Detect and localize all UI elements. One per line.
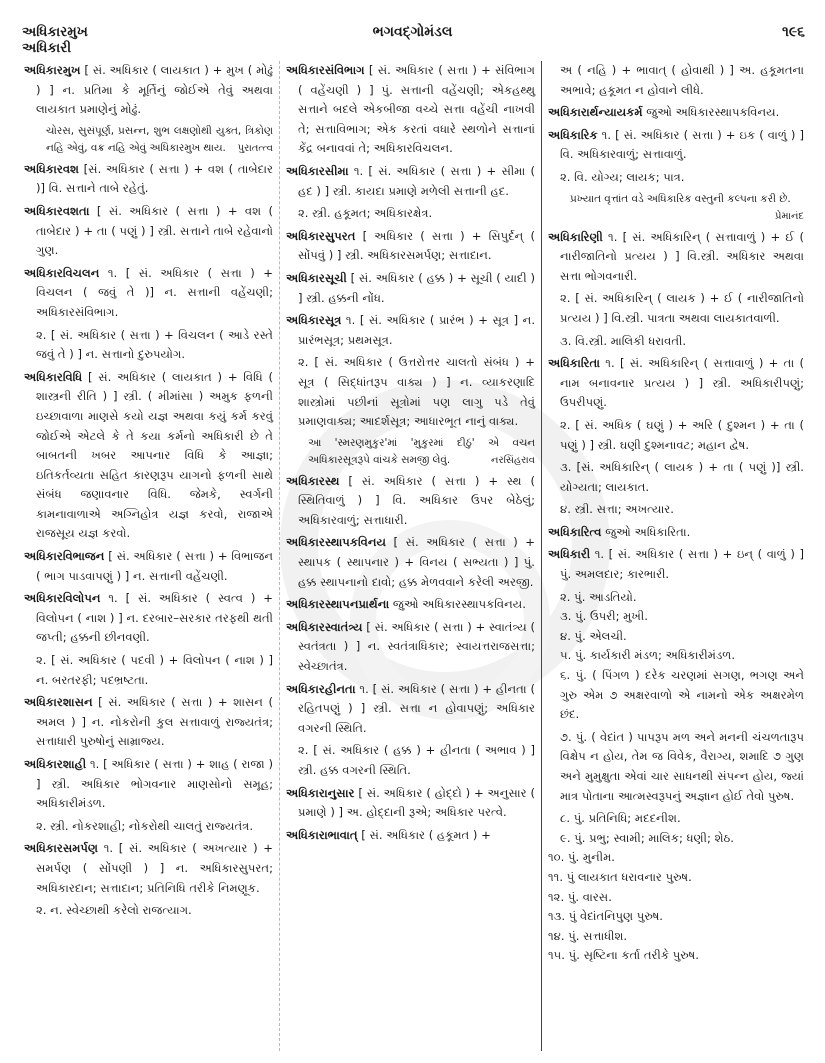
column-3 <box>542 61 810 1051</box>
dictionary-entry <box>548 354 804 413</box>
citation-quote <box>24 123 273 157</box>
dictionary-entry <box>24 839 273 898</box>
dictionary-entry <box>286 618 535 677</box>
dictionary-entry <box>24 693 273 752</box>
sense-definition: ૨. [ સં. અધિક ( ઘણું ) + અરિ ( દુશ્મન ) + તા ( પણું ) ] સ્ત્રી. ઘણી દુશ્મનાવટ; મહાન દ્વેષ. <box>560 417 804 452</box>
definition: ૧. [ સં. અધિકારિન્ ( સત્તાવાળું ) + તા ( નામ બનાવનાર પ્રત્યય ) ] સ્ત્રી. અધિકારીપણું; ઉપરીપણું. <box>560 356 804 410</box>
dictionary-entry <box>286 227 535 266</box>
dictionary-entry <box>286 680 535 739</box>
page-number: ૧૯૬ <box>782 24 805 40</box>
definition: ૧. [ સં. અધિકાર ( અખત્યાર ) + સમર્પણ ( સોંપણી ) ] ન. અધિકારસુપરત; અધિકારદાન; સત્તાદાન; પ્રતિનિધિ તરીકે નિમણૂક. <box>36 841 273 895</box>
headword: અધિકારસૂત્ર <box>286 313 342 328</box>
dictionary-entry <box>286 311 535 350</box>
definition: [ સં. અધિકાર ( લાયકાત ) + મુખ ( મોઢું ) ] ન. પ્રતિમા કે મૂર્તિનું જોઈએ તેવું અથવા લાયકાત પ્રમાણેનું મોઢું. <box>36 63 273 117</box>
headword: અધિકારસ્થ <box>286 473 340 488</box>
entry-continuation: અ ( નહિ ) + ભાવાત્ ( હોવાથી ) ] અ. હકૂમતના અભાવે; હકૂમત ન હોવાને લીધે. <box>560 63 804 97</box>
column-1 <box>18 61 280 1051</box>
headword: અધિકારવિભાજન <box>24 549 105 564</box>
definition: [ સં. અધિકાર ( સત્તા ) + સંવિભાગ ( વહેંચણી ) ] પું. સત્તાની વહેંચણી; એકહથ્થુ સત્તાને બદલે એકબીજા વચ્ચે સત્તા વહેંચી નાખવી તે; સત્તાવિભાગ; એક કરતાં વધારે સ્થળોને સત્તાનાં કેંદ્ર બનાવવાં તે; અધિકારવિચલન. <box>298 63 535 156</box>
definition: જુઓ અધિકારસ્થાપકવિનય. <box>642 105 780 120</box>
sense-definition: ૨. [ સં. અધિકારિન્ ( લાયક ) + ઈ ( નારીજાતિનો પ્રત્યય ) ] વિ.સ્ત્રી. પાત્રતા અથવા લાયકાતવાળી. <box>560 291 804 325</box>
sense-definition: ૮. પું. પ્રતિનિધિ; મદદનીશ. <box>560 811 681 826</box>
citation-quote <box>286 435 535 469</box>
quote-text: ચોરસ, સુસંપૂર્ણ, પ્રસન્ન, શુભ લક્ષણોથી યુક્ત, ત્રિકોણ નહિ એવું, વક્ર નહિ એવું અધિકારમુખ થાય. <box>46 124 273 154</box>
sense-definition: ૧૩. પું વેદાંતનિપુણ પુરુષ. <box>548 909 663 924</box>
guide-word-first: અધિકારમુખ <box>22 24 88 40</box>
sense-definition: ૩. વિ.સ્ત્રી. માલિકી ધરાવતી. <box>560 333 687 348</box>
headword: અધિકારી <box>548 547 591 562</box>
definition: જુઓ અધિકારિતા. <box>601 524 691 539</box>
sense-definition: ૪. સ્ત્રી. સત્તા; અખત્યાર. <box>560 502 674 517</box>
headword: અધિકારસ્થાપનપ્રાર્થના <box>286 597 390 612</box>
dictionary-entry <box>24 368 273 544</box>
sense-definition: ૨. પું. આડતિયો. <box>560 589 637 604</box>
headword: અધિકારસ્વાતંત્ર્ય <box>286 619 363 634</box>
headword: અધિકારસ્થાપકવિનય <box>286 535 386 550</box>
definition: ૧. [ સં. અધિકાર ( સત્તા ) + હીનતા ( રહિતપણું ) ] સ્ત્રી. સત્તા ન હોવાપણું; અધિકાર વગરની સ્થિતિ. <box>298 681 535 735</box>
definition: [ સં. અધિકાર ( સત્તા ) + સ્થ ( સ્થિતિવાળું ) ] વિ. અધિકાર ઉપર બેઠેલું; અધિકારવાળું; સત્તાધારી. <box>298 473 535 527</box>
dictionary-entry <box>548 126 804 165</box>
headword: અધિકારવશતા <box>24 203 90 218</box>
headword: અધિકારાભાવાત્ <box>286 827 358 842</box>
definition: ૧. [ અધિકાર ( સત્તા ) + શાહ ( રાજા ) ] સ્ત્રી. અધિકાર ભોગવનાર માણસોનો સમૂહ; અધિકારીમંડળ. <box>36 757 273 811</box>
definition: ૧. [ સં. અધિકાર ( સત્તા ) + સીમા ( હદ ) ] સ્ત્રી. કાયદા પ્રમાણે મળેલી સત્તાની હદ. <box>298 163 535 198</box>
definition: [ સં. અધિકાર ( સત્તા ) + શાસન ( અમલ ) ] ન. નોકરોની કુલ સત્તાવાળું રાજ્યતંત્ર; સત્તાધારી પુરુષોનું સામ્રાજ્ય. <box>36 695 273 749</box>
dictionary-entry <box>24 160 273 199</box>
headword: અધિકારશાસન <box>24 695 93 710</box>
headword: અધિકારસીમા <box>286 163 349 178</box>
sense-definition: ૩. [સં. અધિકારિન્ ( લાયક ) + તા ( પણું )] સ્ત્રી. યોગ્યતા; લાયકાત. <box>560 460 804 494</box>
dictionary-entry <box>286 826 535 846</box>
sense-definition: ૩. પું. ઉપરી; મુખી. <box>560 609 648 624</box>
headword: અધિકારસંવિભાગ <box>286 63 365 77</box>
sense-definition: ૨. ન. સ્વેચ્છાથી કરેલો રાજત્યાગ. <box>36 903 192 918</box>
sense-definition: ૭. પું. ( વેદાંત ) પાપરૂપ મળ અને મનની ચંચળતારૂપ વિક્ષેપ ન હોય, તેમ જ વિવેક, વૈરાગ્ય, શમાદિ ૭ ગુણ અને મુમુક્ષુતા એવાં ચાર સાધનથી સંપન્ન હોય, જ્યાં માત્ર પોતાના આત્મસ્વરૂપનું અજ્ઞાન હોઈ તેવો પુરુષ. <box>560 729 804 803</box>
sense-definition: ૧૫. પું. સૃષ્ટિના કર્તા તરીકે પુરુષ. <box>548 948 699 963</box>
definition: [ સં. અધિકાર ( હોદ્દો ) + અનુસાર ( પ્રમાણે ) ] અ. હોદ્દાની રૂએ; અધિકાર પરત્વે. <box>298 785 535 820</box>
guide-word-last: અધિકારી <box>22 40 72 56</box>
headword: અધિકારસમર્પણ <box>24 841 99 856</box>
dictionary-entry <box>286 533 535 592</box>
definition: ૧. [ સં. અધિકાર ( સત્તા ) + ઇક ( વાળું ) ] વિ. અધિકારવાળું; સત્તાવાળું. <box>560 127 804 162</box>
definition: [ સં. અધિકાર ( સત્તા ) + વશ ( તાબેદાર ) + તા ( પણું ) ] સ્ત્રી. સત્તાને તાબે રહેવાનો ગુણ. <box>36 203 273 258</box>
dictionary-entry <box>24 202 273 261</box>
page-header <box>0 0 825 60</box>
dictionary-entry <box>286 784 535 823</box>
headword: અધિકારશાહી <box>24 757 87 771</box>
running-title: ભગવદ્ગોમંડલ <box>372 24 453 40</box>
sense-definition: ૧૧. પું લાયકાત ધરાવનાર પુરુષ. <box>548 869 692 884</box>
dictionary-entry <box>24 589 273 648</box>
sense-definition: ૨. [ સં. અધિકાર ( પદવી ) + વિલોપન ( નાશ ) ] ન. બરતરફી; પદભ્રષ્ટતા. <box>36 653 273 687</box>
definition: [ સં. અધિકાર ( સત્તા ) + સ્વાતંત્ર્ય ( સ્વતંત્રતા ) ] ન. સ્વતંત્રાધિકાર; સ્વાયત્તરાજસત્તા; સ્વેચ્છાતંત્ર. <box>298 619 535 674</box>
quote-text: પ્રખ્યાત વૃત્તાંત વડે અધિકારિક વસ્તુની કલ્પના કરી છે. <box>570 192 791 205</box>
quote-source: પ્રેમાનંદ <box>774 210 804 222</box>
sense-definition: ૯. પું. પ્રભુ; સ્વામી; માલિક; ધણી; શેઠ. <box>560 830 734 845</box>
definition: ૧. [ સં. અધિકાર ( પ્રારંભ ) + સૂત્ર ] ન. પ્રારંભસૂત્ર; પ્રથમસૂત્ર. <box>298 313 535 347</box>
definition: [સં. અધિકાર ( સત્તા ) + વશ ( તાબેદાર )] વિ. સત્તાને તાબે રહેતું. <box>36 161 273 196</box>
headword: અધિકારિત્વ <box>548 524 602 539</box>
definition: જુઓ અધિકારસ્થાપકવિનય. <box>389 597 526 612</box>
sense-definition: ૨. [ સં. અધિકાર ( હક્ક ) + હીનતા ( અભાવ ) ] સ્ત્રી. હક્ક વગરની સ્થિતિ. <box>298 743 535 777</box>
dictionary-entry <box>286 595 535 615</box>
dictionary-columns <box>18 61 810 1051</box>
dictionary-entry <box>24 755 273 814</box>
definition: [ અધિકાર ( સત્તા ) + સિપુર્દન્ ( સોંપવું ) ] સ્ત્રી. અધિકારસમર્પણ; સત્તાદાન. <box>298 228 535 263</box>
sense-definition: ૪. પું. એલચી. <box>560 628 627 643</box>
headword: અધિકારમુખ <box>24 63 81 77</box>
definition: [ સં. અધિકાર ( હકૂમત ) + <box>357 827 491 842</box>
headword: અધિકારિણી <box>548 229 603 244</box>
sense-definition: ૨. [ સં. અધિકાર ( સત્તા ) + વિચલન ( આડે રસ્તે જવું તે ) ] ન. સત્તાનો દુરુપયોગ. <box>36 327 273 362</box>
dictionary-entry <box>548 103 804 123</box>
definition: ૧. [ સં. અધિકાર ( સત્તા ) + ઇન્ ( વાળું ) ] પું. અમલદાર; કારભારી. <box>560 547 804 582</box>
dictionary-entry <box>548 228 804 287</box>
definition: [ સં. અધિકાર ( લાયકાત ) + વિધિ ( શાસ્ત્રની રીતિ ) ] સ્ત્રી. ( મીમાંસા ) અમુક ફળની ઇચ્છાવાળા માણસે કયો યજ્ઞ અથવા કયું કર્મ કરવું જોઈએ એટલે કે તે કયા કર્મનો અધિકારી છે તે બાબતની ખબર આપનાર વિધિ કે આજ્ઞા; ઇતિકર્તવ્યતા સહિત કારણરૂપ યાગનો ફળની સાથે સંબંધ જણાવનાર વિધિ. જેમકે, સ્વર્ગની કામનાવાળાએ અગ્નિહોત્ર યજ્ઞ કરવો, રાજાએ રાજસૂય યજ્ઞ કરવો. <box>36 369 273 541</box>
definition: ૧. [ સં. અધિકાર ( સત્તા ) + વિચલન ( જવું તે )] ન. સત્તાની વહેંચણી; અધિકારસંવિભાગ. <box>36 265 273 319</box>
definition: ૧. [ સં. અધિકારિન્ ( સત્તાવાળું ) + ઈ ( નારીજાતિનો પ્રત્યય ) ] વિ.સ્ત્રી. અધિકાર અથવા સત્તા ભોગવનારી. <box>560 229 804 283</box>
definition: [ સં. અધિકાર ( સત્તા ) + સ્થાપક ( સ્થાપનાર ) + વિનય ( સભ્યતા ) ] પું. હક્ક સ્થાપનાનો દાવો; હક્ક મેળવવાને કરેલી અરજી. <box>298 535 535 589</box>
sense-definition: ૨. સ્ત્રી. હકૂમત; અધિકારક્ષેત્ર. <box>298 206 433 221</box>
sense-definition: ૧૪. પું. સત્તાધીશ. <box>548 928 628 943</box>
headword: અધિકારાર્થન્યાયકર્મ <box>548 105 643 120</box>
dictionary-entry <box>548 545 804 584</box>
definition: ૧. [ સં. અધિકાર ( સ્વત્વ ) + વિલોપન ( નાશ ) ] ન. દરબાર–સરકાર તરફથી થતી જપ્તી; હક્કની છીનવણી. <box>36 591 273 645</box>
definition: [ સં. અધિકાર ( સત્તા ) + વિભાજન ( ભાગ પાડવાપણું ) ] ન. સત્તાની વહેંચણી. <box>36 549 273 583</box>
dictionary-entry <box>286 162 535 201</box>
column-2 <box>280 61 542 1051</box>
sense-definition: ૬. પું. ( પિંગળ ) દરેક ચરણમાં સગણ, ભગણ અને ગુરુ એમ ૭ અક્ષરવાળો એ નામનો એક અક્ષરમેળ છંદ. <box>560 668 804 722</box>
sense-definition: ૨. વિ. યોગ્ય; લાયક; પાત્ર. <box>560 169 685 184</box>
sense-definition: ૧૦. પું. મુનીમ. <box>548 850 615 865</box>
quote-source: પુરાતત્ત્વ <box>237 142 273 154</box>
dictionary-entry <box>24 547 273 586</box>
headword: અધિકારિતા <box>548 356 600 371</box>
headword: અધિકારિક <box>548 127 598 142</box>
sense-definition: ૨. સ્ત્રી. નોકરશાહી; નોકરોથી ચાલતું રાજ્યતંત્ર. <box>36 818 253 833</box>
quote-text: આ 'સ્મરણમુકુર'માં 'મુકુરમાં દીઠું' એ વચન અધિકારસૂત્રરૂપે વાંચકે સમજી લેવું. <box>308 436 535 466</box>
headword: અધિકારાનુસાર <box>286 785 355 800</box>
dictionary-entry <box>24 264 273 323</box>
dictionary-entry <box>286 269 535 308</box>
citation-quote <box>548 191 804 225</box>
headword: અધિકારસૂચી <box>286 270 347 285</box>
sense-definition: ૫. પું. કાર્યકારી મંડળ; અધિકારીમંડળ. <box>560 648 736 663</box>
headword: અધિકારવશ <box>24 161 79 176</box>
dictionary-entry <box>286 61 535 159</box>
quote-source: નરસિંહરાવ <box>491 454 535 466</box>
headword: અધિકારસુપરત <box>286 228 356 243</box>
headword: અધિકારવિચલન <box>24 265 100 280</box>
headword: અધિકારહીનતા <box>286 681 356 696</box>
dictionary-entry <box>286 472 535 531</box>
definition: [ સં. અધિકાર ( હક્ક ) + સૂચી ( યાદી ) ] સ્ત્રી. હક્કની નોંધ. <box>298 270 535 305</box>
sense-definition: ૧૨. પું. વારસ. <box>548 889 612 904</box>
headword: અધિકારવિધિ <box>24 369 83 384</box>
dictionary-entry <box>548 523 804 543</box>
dictionary-entry <box>24 61 273 120</box>
sense-definition: ૨. [ સં. અધિકાર ( ઉત્તરોત્તર ચાલતો સંબંધ ) + સૂત્ર ( સિદ્ધાંતરૂપ વાક્ય ) ] ન. વ્યાકરણાદિ શાસ્ત્રોમાં પછીનાં સૂત્રોમાં પણ લાગુ પડે તેવું પ્રમાણવાક્ય; આદર્શસૂત્ર; આધારભૂત નાનું વાક્ય. <box>298 355 535 429</box>
headword: અધિકારવિલોપન <box>24 591 101 606</box>
